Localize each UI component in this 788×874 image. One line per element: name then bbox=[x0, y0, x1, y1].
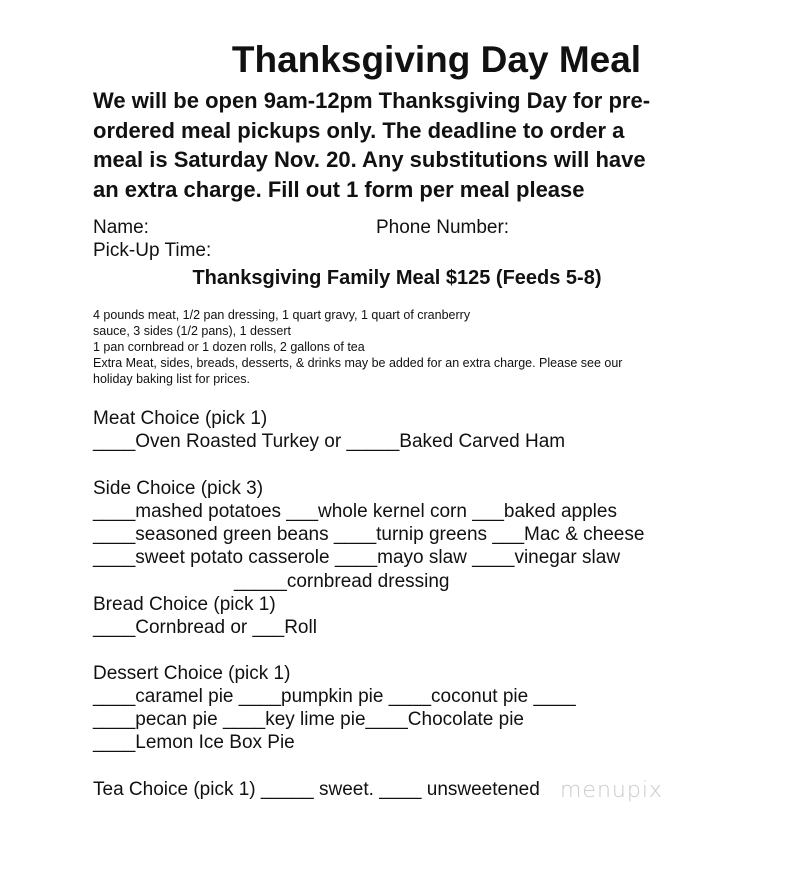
notice-line: We will be open 9am-12pm Thanksgiving Day for pre- bbox=[93, 88, 651, 113]
meal-details bbox=[93, 307, 733, 387]
side-choice-options: ____sweet potato casserole ____mayo slaw ____vinegar slaw bbox=[93, 547, 621, 568]
bread-choice-options: ____Cornbread or ___Roll bbox=[93, 617, 317, 638]
detail-line: 4 pounds meat, 1/2 pan dressing, 1 quart gravy, 1 quart of cranberry bbox=[93, 308, 471, 322]
dessert-choice-options: ____caramel pie ____pumpkin pie ____coconut pie ____ bbox=[93, 686, 576, 707]
notice-line: an extra charge. Fill out 1 form per meal please bbox=[93, 176, 585, 202]
tea-choice-line: Tea Choice (pick 1) _____ sweet. ____ unsweetened bbox=[93, 779, 540, 800]
pickup-time-field-label: Pick-Up Time: bbox=[93, 240, 212, 261]
notice-paragraph bbox=[93, 86, 713, 204]
side-choice-options: _____cornbread dressing bbox=[234, 571, 450, 592]
dessert-choice-options: ____pecan pie ____key lime pie____Chocolate pie bbox=[93, 709, 524, 730]
watermark: menupix bbox=[560, 778, 663, 803]
page-title: Thanksgiving Day Meal bbox=[231, 39, 642, 80]
notice-line: ordered meal pickups only. The deadline to order a bbox=[93, 117, 625, 143]
name-field-label: Name: bbox=[93, 217, 149, 238]
meat-choice-heading: Meat Choice (pick 1) bbox=[93, 408, 268, 429]
side-choice-options: ____seasoned green beans ____turnip greens ___Mac & cheese bbox=[93, 524, 645, 545]
detail-line: sauce, 3 sides (1/2 pans), 1 dessert bbox=[93, 324, 292, 338]
detail-line: holiday baking list for prices. bbox=[93, 372, 251, 386]
phone-field-label: Phone Number: bbox=[376, 217, 510, 238]
meat-choice-options: ____Oven Roasted Turkey or _____Baked Carved Ham bbox=[93, 431, 566, 452]
detail-line: Extra Meat, sides, breads, desserts, & drinks may be added for an extra charge. Please see our bbox=[93, 356, 623, 370]
dessert-choice-heading: Dessert Choice (pick 1) bbox=[93, 663, 291, 684]
meal-title: Thanksgiving Family Meal $125 (Feeds 5-8) bbox=[192, 267, 602, 289]
dessert-choice-options: ____Lemon Ice Box Pie bbox=[93, 732, 295, 753]
side-choice-options: ____mashed potatoes ___whole kernel corn ___baked apples bbox=[93, 501, 617, 522]
bread-choice-heading: Bread Choice (pick 1) bbox=[93, 594, 276, 615]
side-choice-heading: Side Choice (pick 3) bbox=[93, 478, 264, 499]
notice-line: meal is Saturday Nov. 20. Any substitutions will have bbox=[93, 147, 646, 172]
detail-line: 1 pan cornbread or 1 dozen rolls, 2 gallons of tea bbox=[93, 340, 365, 354]
